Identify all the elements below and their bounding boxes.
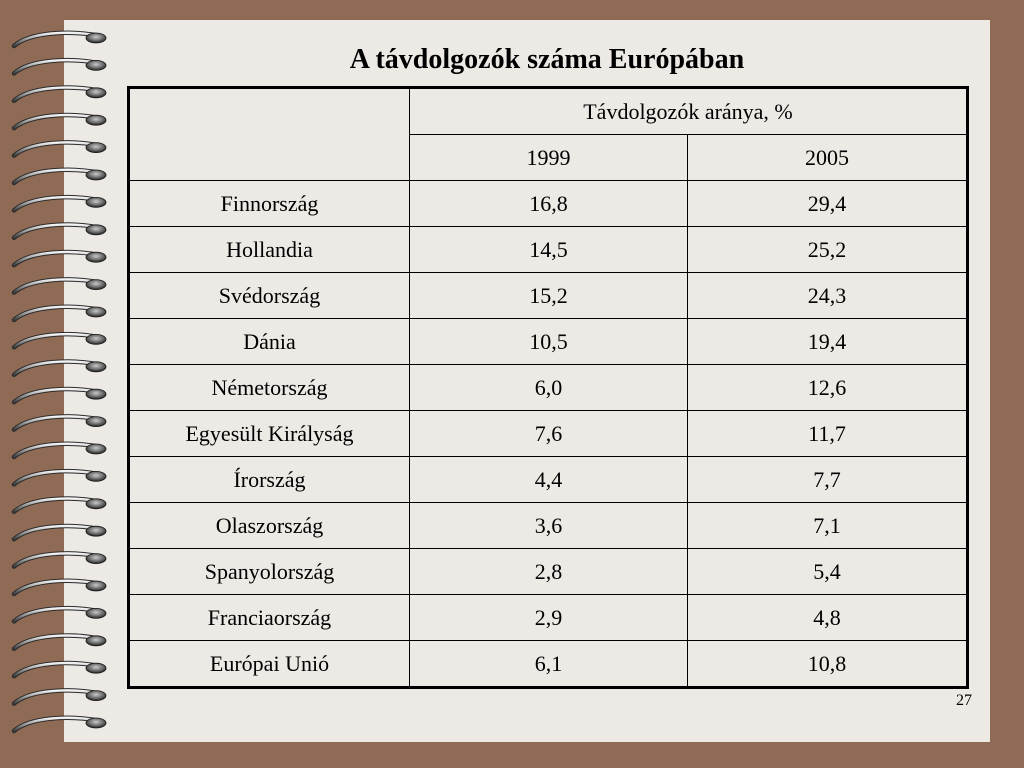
value-1999-cell: 2,8 — [410, 549, 688, 595]
value-2005-cell: 19,4 — [688, 319, 968, 365]
value-1999-cell: 3,6 — [410, 503, 688, 549]
value-1999-cell: 15,2 — [410, 273, 688, 319]
country-cell: Svédország — [129, 273, 410, 319]
slide-title: A távdolgozók száma Európában — [349, 44, 745, 75]
table-row — [129, 641, 968, 688]
table-row — [129, 411, 968, 457]
year-header-2005: 2005 — [688, 135, 968, 181]
header-empty-cell — [129, 88, 410, 181]
table-row — [129, 549, 968, 595]
value-2005-cell: 24,3 — [688, 273, 968, 319]
table-row — [129, 457, 968, 503]
value-2005-cell: 7,1 — [688, 503, 968, 549]
value-1999-cell: 7,6 — [410, 411, 688, 457]
value-2005-cell: 25,2 — [688, 227, 968, 273]
value-1999-cell: 4,4 — [410, 457, 688, 503]
data-table — [127, 86, 969, 689]
table-row — [129, 181, 968, 227]
value-1999-cell: 10,5 — [410, 319, 688, 365]
table-row — [129, 273, 968, 319]
table-row — [129, 503, 968, 549]
value-2005-cell: 12,6 — [688, 365, 968, 411]
year-header-1999: 1999 — [410, 135, 688, 181]
value-1999-cell: 16,8 — [410, 181, 688, 227]
table-row — [129, 227, 968, 273]
value-1999-cell: 14,5 — [410, 227, 688, 273]
country-cell: Európai Unió — [129, 641, 410, 688]
country-cell: Olaszország — [129, 503, 410, 549]
country-cell: Hollandia — [129, 227, 410, 273]
value-2005-cell: 10,8 — [688, 641, 968, 688]
country-cell: Írország — [129, 457, 410, 503]
table-row — [129, 365, 968, 411]
table-header-row — [129, 88, 968, 135]
slide-number: 27 — [956, 692, 972, 709]
group-header: Távdolgozók aránya, % — [410, 88, 968, 135]
table-row — [129, 319, 968, 365]
country-cell: Spanyolország — [129, 549, 410, 595]
value-2005-cell: 7,7 — [688, 457, 968, 503]
value-2005-cell: 5,4 — [688, 549, 968, 595]
value-2005-cell: 11,7 — [688, 411, 968, 457]
country-cell: Franciaország — [129, 595, 410, 641]
country-cell: Németország — [129, 365, 410, 411]
country-cell: Egyesült Királyság — [129, 411, 410, 457]
table-row — [129, 595, 968, 641]
value-1999-cell: 6,1 — [410, 641, 688, 688]
value-1999-cell: 6,0 — [410, 365, 688, 411]
country-cell: Dánia — [129, 319, 410, 365]
country-cell: Finnország — [129, 181, 410, 227]
value-2005-cell: 4,8 — [688, 595, 968, 641]
value-1999-cell: 2,9 — [410, 595, 688, 641]
value-2005-cell: 29,4 — [688, 181, 968, 227]
